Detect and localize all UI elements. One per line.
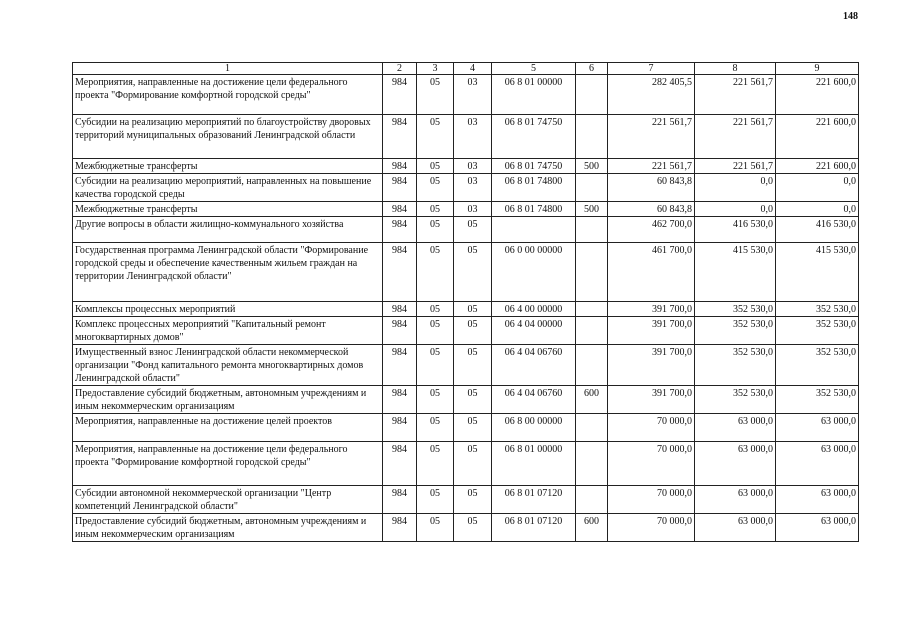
subsection-code-cell: 03 [454, 202, 492, 217]
amount-cell-col9: 63 000,0 [776, 414, 859, 442]
section-code-cell: 05 [417, 317, 454, 345]
grbs-code-cell: 984 [383, 386, 417, 414]
amount-cell-col9: 352 530,0 [776, 317, 859, 345]
amount-cell-col8: 221 561,7 [695, 159, 776, 174]
amount-cell-col7: 282 405,5 [608, 75, 695, 115]
column-header: 2 [383, 63, 417, 75]
section-code-cell: 05 [417, 386, 454, 414]
table-row [73, 442, 859, 486]
amount-cell-col7: 70 000,0 [608, 486, 695, 514]
expense-type-cell: 600 [576, 386, 608, 414]
table-row [73, 75, 859, 115]
amount-cell-col8: 221 561,7 [695, 115, 776, 159]
grbs-code-cell: 984 [383, 442, 417, 486]
table-row [73, 414, 859, 442]
row-name-cell: Предоставление субсидий бюджетным, автономным учреждениям и иным некоммерческим организациям [73, 386, 383, 414]
amount-cell-col8: 63 000,0 [695, 514, 776, 542]
amount-cell-col9: 352 530,0 [776, 345, 859, 386]
amount-cell-col7: 60 843,8 [608, 202, 695, 217]
subsection-code-cell: 05 [454, 302, 492, 317]
section-code-cell: 05 [417, 115, 454, 159]
column-header: 1 [73, 63, 383, 75]
subsection-code-cell: 05 [454, 414, 492, 442]
amount-cell-col9: 63 000,0 [776, 486, 859, 514]
column-header: 4 [454, 63, 492, 75]
amount-cell-col7: 70 000,0 [608, 414, 695, 442]
grbs-code-cell: 984 [383, 414, 417, 442]
amount-cell-col7: 391 700,0 [608, 386, 695, 414]
amount-cell-col8: 63 000,0 [695, 414, 776, 442]
amount-cell-col7: 391 700,0 [608, 302, 695, 317]
section-code-cell: 05 [417, 302, 454, 317]
expense-type-cell [576, 345, 608, 386]
row-name-cell: Межбюджетные трансферты [73, 159, 383, 174]
amount-cell-col8: 221 561,7 [695, 75, 776, 115]
subsection-code-cell: 05 [454, 317, 492, 345]
table-row [73, 243, 859, 302]
table-row [73, 345, 859, 386]
amount-cell-col7: 462 700,0 [608, 217, 695, 243]
row-name-cell: Мероприятия, направленные на достижение цели федерального проекта "Формирование комфортной городской среды" [73, 75, 383, 115]
expense-type-cell [576, 115, 608, 159]
grbs-code-cell: 984 [383, 243, 417, 302]
amount-cell-col9: 352 530,0 [776, 302, 859, 317]
grbs-code-cell: 984 [383, 514, 417, 542]
amount-cell-col9: 63 000,0 [776, 442, 859, 486]
section-code-cell: 05 [417, 159, 454, 174]
target-article-cell: 06 4 00 00000 [492, 302, 576, 317]
amount-cell-col9: 352 530,0 [776, 386, 859, 414]
subsection-code-cell: 05 [454, 386, 492, 414]
expense-type-cell [576, 217, 608, 243]
section-code-cell: 05 [417, 442, 454, 486]
expense-type-cell: 500 [576, 202, 608, 217]
amount-cell-col7: 70 000,0 [608, 514, 695, 542]
target-article-cell: 06 4 04 00000 [492, 317, 576, 345]
amount-cell-col7: 221 561,7 [608, 159, 695, 174]
expense-type-cell [576, 302, 608, 317]
table-row [73, 217, 859, 243]
column-header: 7 [608, 63, 695, 75]
row-name-cell: Межбюджетные трансферты [73, 202, 383, 217]
grbs-code-cell: 984 [383, 75, 417, 115]
amount-cell-col9: 415 530,0 [776, 243, 859, 302]
amount-cell-col8: 352 530,0 [695, 386, 776, 414]
grbs-code-cell: 984 [383, 217, 417, 243]
section-code-cell: 05 [417, 486, 454, 514]
amount-cell-col9: 221 600,0 [776, 75, 859, 115]
amount-cell-col8: 0,0 [695, 174, 776, 202]
section-code-cell: 05 [417, 414, 454, 442]
target-article-cell: 06 8 01 74800 [492, 202, 576, 217]
grbs-code-cell: 984 [383, 202, 417, 217]
amount-cell-col8: 415 530,0 [695, 243, 776, 302]
amount-cell-col9: 0,0 [776, 202, 859, 217]
target-article-cell: 06 0 00 00000 [492, 243, 576, 302]
table-row [73, 174, 859, 202]
header-row [73, 63, 859, 75]
amount-cell-col7: 461 700,0 [608, 243, 695, 302]
amount-cell-col8: 416 530,0 [695, 217, 776, 243]
table-row [73, 302, 859, 317]
grbs-code-cell: 984 [383, 174, 417, 202]
section-code-cell: 05 [417, 217, 454, 243]
expense-type-cell [576, 442, 608, 486]
row-name-cell: Другие вопросы в области жилищно-коммунального хозяйства [73, 217, 383, 243]
subsection-code-cell: 03 [454, 159, 492, 174]
grbs-code-cell: 984 [383, 302, 417, 317]
expense-type-cell [576, 243, 608, 302]
amount-cell-col7: 391 700,0 [608, 317, 695, 345]
row-name-cell: Комплексы процессных мероприятий [73, 302, 383, 317]
amount-cell-col9: 221 600,0 [776, 115, 859, 159]
amount-cell-col8: 63 000,0 [695, 486, 776, 514]
expense-type-cell: 500 [576, 159, 608, 174]
expense-type-cell [576, 317, 608, 345]
column-header: 9 [776, 63, 859, 75]
row-name-cell: Субсидии автономной некоммерческой организации "Центр компетенций Ленинградской области" [73, 486, 383, 514]
grbs-code-cell: 984 [383, 486, 417, 514]
column-header: 5 [492, 63, 576, 75]
amount-cell-col7: 391 700,0 [608, 345, 695, 386]
subsection-code-cell: 05 [454, 345, 492, 386]
grbs-code-cell: 984 [383, 345, 417, 386]
subsection-code-cell: 05 [454, 442, 492, 486]
grbs-code-cell: 984 [383, 115, 417, 159]
expense-type-cell [576, 486, 608, 514]
target-article-cell: 06 8 01 74750 [492, 115, 576, 159]
subsection-code-cell: 05 [454, 486, 492, 514]
amount-cell-col8: 352 530,0 [695, 302, 776, 317]
amount-cell-col9: 221 600,0 [776, 159, 859, 174]
table-row [73, 202, 859, 217]
section-code-cell: 05 [417, 514, 454, 542]
target-article-cell: 06 8 01 00000 [492, 75, 576, 115]
amount-cell-col8: 63 000,0 [695, 442, 776, 486]
expense-type-cell [576, 414, 608, 442]
amount-cell-col7: 60 843,8 [608, 174, 695, 202]
section-code-cell: 05 [417, 243, 454, 302]
amount-cell-col9: 416 530,0 [776, 217, 859, 243]
row-name-cell: Мероприятия, направленные на достижение цели федерального проекта "Формирование комфортной городской среды" [73, 442, 383, 486]
table-row [73, 159, 859, 174]
budget-table [72, 62, 859, 542]
table-body [73, 75, 859, 542]
table-row [73, 115, 859, 159]
table-row [73, 486, 859, 514]
subsection-code-cell: 05 [454, 514, 492, 542]
expense-type-cell [576, 75, 608, 115]
subsection-code-cell: 05 [454, 243, 492, 302]
row-name-cell: Имущественный взнос Ленинградской области некоммерческой организации "Фонд капитального ремонта многоквартирных домов Ленинградской области" [73, 345, 383, 386]
target-article-cell: 06 8 00 00000 [492, 414, 576, 442]
section-code-cell: 05 [417, 202, 454, 217]
page-number: 148 [843, 11, 858, 22]
subsection-code-cell: 05 [454, 217, 492, 243]
row-name-cell: Субсидии на реализацию мероприятий по благоустройству дворовых территорий муниципальных образований Ленинградской области [73, 115, 383, 159]
table-row [73, 317, 859, 345]
amount-cell-col7: 221 561,7 [608, 115, 695, 159]
target-article-cell [492, 217, 576, 243]
row-name-cell: Комплекс процессных мероприятий "Капитальный ремонт многоквартирных домов" [73, 317, 383, 345]
target-article-cell: 06 4 04 06760 [492, 386, 576, 414]
amount-cell-col8: 0,0 [695, 202, 776, 217]
grbs-code-cell: 984 [383, 317, 417, 345]
section-code-cell: 05 [417, 345, 454, 386]
row-name-cell: Мероприятия, направленные на достижение целей проектов [73, 414, 383, 442]
column-header: 8 [695, 63, 776, 75]
subsection-code-cell: 03 [454, 174, 492, 202]
row-name-cell: Предоставление субсидий бюджетным, автономным учреждениям и иным некоммерческим организациям [73, 514, 383, 542]
grbs-code-cell: 984 [383, 159, 417, 174]
subsection-code-cell: 03 [454, 75, 492, 115]
expense-type-cell: 600 [576, 514, 608, 542]
target-article-cell: 06 8 01 07120 [492, 486, 576, 514]
expense-type-cell [576, 174, 608, 202]
target-article-cell: 06 8 01 74750 [492, 159, 576, 174]
table-row [73, 386, 859, 414]
row-name-cell: Субсидии на реализацию мероприятий, направленных на повышение качества городской среды [73, 174, 383, 202]
column-header: 6 [576, 63, 608, 75]
amount-cell-col9: 0,0 [776, 174, 859, 202]
subsection-code-cell: 03 [454, 115, 492, 159]
table-row [73, 514, 859, 542]
amount-cell-col8: 352 530,0 [695, 317, 776, 345]
section-code-cell: 05 [417, 75, 454, 115]
target-article-cell: 06 8 01 00000 [492, 442, 576, 486]
column-header: 3 [417, 63, 454, 75]
section-code-cell: 05 [417, 174, 454, 202]
amount-cell-col9: 63 000,0 [776, 514, 859, 542]
amount-cell-col7: 70 000,0 [608, 442, 695, 486]
target-article-cell: 06 8 01 07120 [492, 514, 576, 542]
target-article-cell: 06 4 04 06760 [492, 345, 576, 386]
row-name-cell: Государственная программа Ленинградской области "Формирование городской среды и обеспечение качественным жильем граждан на территории Ленинградской области" [73, 243, 383, 302]
target-article-cell: 06 8 01 74800 [492, 174, 576, 202]
amount-cell-col8: 352 530,0 [695, 345, 776, 386]
